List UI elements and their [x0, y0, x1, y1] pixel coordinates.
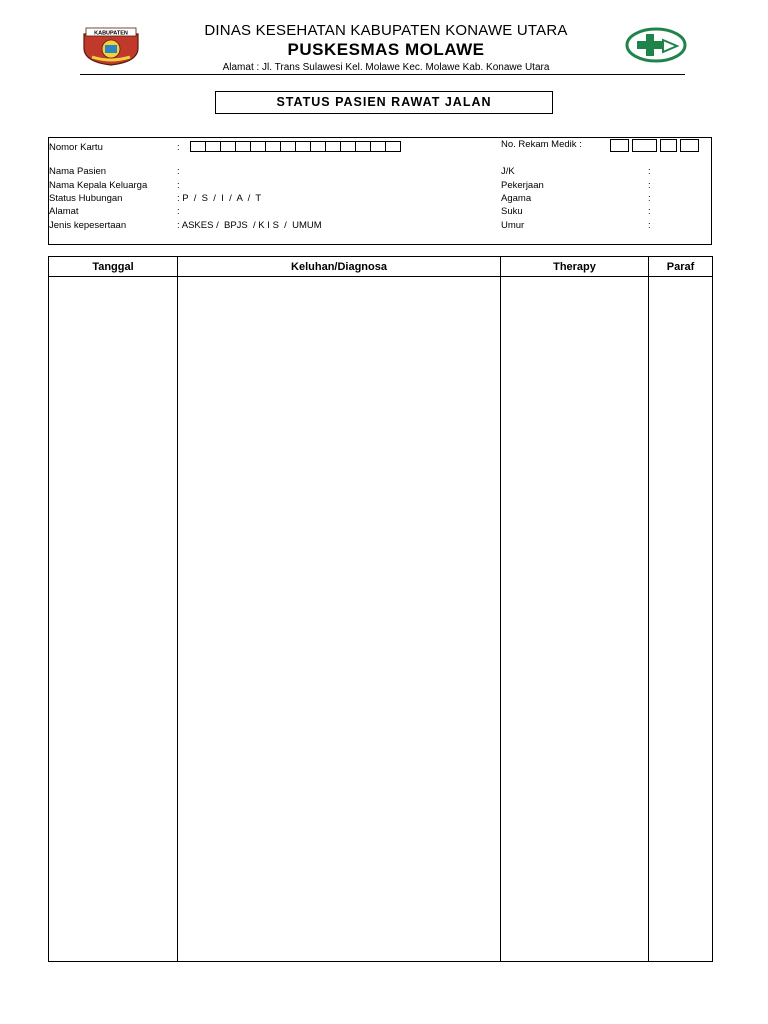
field-value-jenis-kepesertaan[interactable]: : ASKES / BPJS / K I S / UMUM [177, 220, 322, 231]
puskesmas-logo-icon [625, 26, 687, 64]
field-label-agama: Agama [501, 193, 532, 204]
field-label-alamat: Alamat [49, 206, 79, 217]
field-label-pekerjaan: Pekerjaan [501, 180, 544, 191]
field-label-jk: J/K [501, 166, 515, 177]
paraf-cell[interactable] [649, 277, 713, 962]
keluhan-diagnosa-cell[interactable] [178, 277, 501, 962]
field-value-nama-kepala-keluarga[interactable]: : [177, 180, 180, 191]
therapy-cell[interactable] [501, 277, 649, 962]
nomor-kartu-colon: : [177, 142, 180, 153]
clinic-address: Alamat : Jl. Trans Sulawesi Kel. Molawe Kec. Molawe Kab. Konawe Utara [222, 62, 550, 73]
field-value-jk[interactable]: : [648, 166, 651, 177]
column-header-tanggal: Tanggal [49, 257, 178, 277]
field-value-suku[interactable]: : [648, 206, 651, 217]
tanggal-cell[interactable] [49, 277, 178, 962]
svg-text:KABUPATEN: KABUPATEN [94, 30, 128, 37]
field-label-umur: Umur [501, 220, 525, 231]
field-value-status-hubungan[interactable]: : P / S / I / A / T [177, 193, 262, 204]
field-value-pekerjaan[interactable]: : [648, 180, 651, 191]
field-label-nama-pasien: Nama Pasien [49, 166, 107, 177]
field-value-agama[interactable]: : [648, 193, 651, 204]
regency-emblem-icon [80, 26, 142, 66]
field-value-nama-pasien[interactable]: : [177, 166, 180, 177]
field-value-alamat[interactable]: : [177, 206, 180, 217]
nomor-kartu-label: Nomor Kartu [49, 142, 103, 153]
agency-name: DINAS KESEHATAN KABUPATEN KONAWE UTARA [204, 22, 568, 39]
form-title: STATUS PASIEN RAWAT JALAN [215, 91, 553, 114]
patient-info-box [48, 137, 712, 245]
field-value-umur[interactable]: : [648, 220, 651, 231]
header-divider [80, 74, 685, 75]
visit-record-table [48, 256, 713, 962]
clinic-name: PUSKESMAS MOLAWE [287, 40, 485, 59]
field-label-suku: Suku [501, 206, 523, 217]
field-label-jenis-kepesertaan: Jenis kepesertaan [49, 220, 127, 231]
column-header-paraf: Paraf [649, 257, 713, 277]
column-header-therapy: Therapy [501, 257, 649, 277]
no-rekam-medik-label: No. Rekam Medik : [501, 139, 582, 150]
no-rekam-medik-input[interactable] [610, 139, 699, 152]
column-header-keluhan-diagnosa: Keluhan/Diagnosa [178, 257, 501, 277]
nomor-kartu-input[interactable] [191, 141, 401, 152]
field-label-nama-kepala-keluarga: Nama Kepala Keluarga [49, 180, 148, 191]
field-label-status-hubungan: Status Hubungan [49, 193, 123, 204]
